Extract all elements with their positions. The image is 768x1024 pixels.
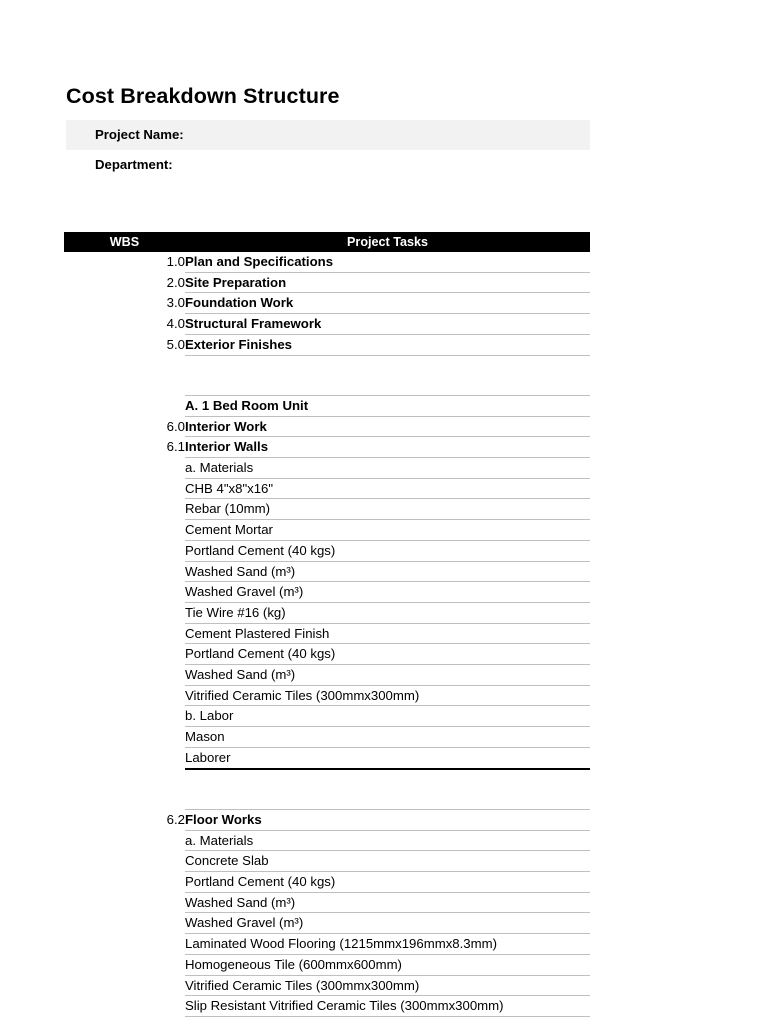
wbs-cell bbox=[64, 355, 185, 375]
table-row bbox=[64, 458, 590, 479]
table-row bbox=[64, 334, 590, 355]
wbs-cell bbox=[64, 747, 185, 768]
wbs-cell: 4.0 bbox=[166, 316, 185, 332]
wbs-cell bbox=[64, 582, 185, 603]
table-row bbox=[64, 395, 590, 416]
project-task-cell: Laborer bbox=[185, 747, 590, 768]
wbs-cell bbox=[64, 665, 185, 686]
project-task-cell: Washed Sand (m³) bbox=[185, 665, 590, 686]
project-task-cell: Portland Cement (40 kgs) bbox=[185, 872, 590, 893]
project-name-value[interactable] bbox=[184, 127, 190, 142]
wbs-cell bbox=[64, 996, 185, 1017]
project-task-cell: a. Materials bbox=[185, 458, 590, 479]
table-row bbox=[64, 540, 590, 561]
column-header-project-tasks: Project Tasks bbox=[185, 232, 590, 252]
wbs-cell bbox=[64, 727, 185, 748]
department-row bbox=[66, 150, 590, 180]
wbs-cell bbox=[64, 851, 185, 872]
project-task-cell: Washed Gravel (m³) bbox=[185, 913, 590, 934]
project-task-cell: Washed Sand (m³) bbox=[185, 561, 590, 582]
table-row bbox=[64, 747, 590, 768]
wbs-cell bbox=[64, 913, 185, 934]
project-task-cell: Concrete Slab bbox=[185, 851, 590, 872]
project-task-cell: Cement Plastered Finish bbox=[185, 623, 590, 644]
project-task-cell: Site Preparation bbox=[185, 272, 590, 293]
table-row bbox=[64, 478, 590, 499]
table-row bbox=[64, 851, 590, 872]
wbs-cell bbox=[64, 769, 185, 790]
project-task-cell: CHB 4"x8"x16" bbox=[185, 478, 590, 499]
project-task-cell: Laminated Wood Flooring (1215mmx196mmx8.3mm) bbox=[185, 934, 590, 955]
table-row bbox=[64, 582, 590, 603]
wbs-cell bbox=[64, 561, 185, 582]
table-row bbox=[64, 499, 590, 520]
table-row bbox=[64, 252, 590, 272]
wbs-cell bbox=[64, 520, 185, 541]
project-task-cell bbox=[185, 789, 590, 809]
project-task-cell bbox=[185, 375, 590, 395]
table-row bbox=[64, 706, 590, 727]
project-task-cell: Rebar (10mm) bbox=[185, 499, 590, 520]
wbs-cell bbox=[64, 602, 185, 623]
wbs-cell: 6.1 bbox=[166, 439, 185, 455]
project-task-cell bbox=[185, 769, 590, 790]
wbs-cell: 2.0 bbox=[166, 274, 185, 290]
wbs-cell bbox=[64, 375, 185, 395]
table-row bbox=[64, 727, 590, 748]
table-row bbox=[64, 789, 590, 809]
department-value[interactable] bbox=[173, 157, 179, 172]
table-row bbox=[64, 561, 590, 582]
wbs-cell bbox=[64, 954, 185, 975]
column-header-wbs: WBS bbox=[64, 232, 185, 252]
table-row bbox=[64, 437, 590, 458]
table-row bbox=[64, 872, 590, 893]
table-row bbox=[64, 996, 590, 1017]
wbs-cell bbox=[64, 830, 185, 851]
table-header bbox=[64, 232, 590, 252]
table-row bbox=[64, 314, 590, 335]
wbs-cell: 5.0 bbox=[166, 336, 185, 352]
page-title: Cost Breakdown Structure bbox=[66, 84, 340, 109]
project-task-cell: Interior Work bbox=[185, 416, 590, 437]
project-info-block bbox=[66, 120, 590, 180]
table-row bbox=[64, 293, 590, 314]
table-row bbox=[64, 975, 590, 996]
table-row bbox=[64, 809, 590, 830]
wbs-cell bbox=[64, 934, 185, 955]
wbs-cell bbox=[64, 644, 185, 665]
project-task-cell: Vitrified Ceramic Tiles (300mmx300mm) bbox=[185, 975, 590, 996]
department-label: Department: bbox=[95, 157, 173, 172]
wbs-cell bbox=[64, 540, 185, 561]
project-task-cell: Cement Mortar bbox=[185, 520, 590, 541]
wbs-cell bbox=[64, 499, 185, 520]
project-task-cell: Washed Gravel (m³) bbox=[185, 582, 590, 603]
project-name-row bbox=[66, 120, 590, 150]
project-task-cell: Exterior Finishes bbox=[185, 334, 590, 355]
project-task-cell: Tie Wire #16 (kg) bbox=[185, 602, 590, 623]
table-row bbox=[64, 623, 590, 644]
project-task-cell: Floor Works bbox=[185, 809, 590, 830]
table-header-row bbox=[64, 232, 590, 252]
table-row bbox=[64, 954, 590, 975]
wbs-cell bbox=[64, 892, 185, 913]
project-task-cell: b. Labor bbox=[185, 706, 590, 727]
project-task-cell: Interior Walls bbox=[185, 437, 590, 458]
project-task-cell: Vitrified Ceramic Tiles (300mmx300mm) bbox=[185, 685, 590, 706]
table-row bbox=[64, 520, 590, 541]
wbs-cell: 1.0 bbox=[166, 254, 185, 270]
table-row bbox=[64, 644, 590, 665]
wbs-cell: 3.0 bbox=[166, 295, 185, 311]
table-body bbox=[64, 252, 590, 1016]
wbs-cell bbox=[64, 872, 185, 893]
project-task-cell: a. Materials bbox=[185, 830, 590, 851]
project-name-label: Project Name: bbox=[95, 127, 184, 142]
table-row bbox=[64, 830, 590, 851]
project-task-cell: Plan and Specifications bbox=[185, 252, 590, 272]
table-row bbox=[64, 934, 590, 955]
table-row bbox=[64, 685, 590, 706]
table-row bbox=[64, 602, 590, 623]
project-task-cell: Homogeneous Tile (600mmx600mm) bbox=[185, 954, 590, 975]
project-task-cell: Washed Sand (m³) bbox=[185, 892, 590, 913]
project-task-cell: Foundation Work bbox=[185, 293, 590, 314]
wbs-cell bbox=[64, 395, 185, 416]
wbs-cell bbox=[64, 623, 185, 644]
table-row bbox=[64, 769, 590, 790]
project-task-cell: Mason bbox=[185, 727, 590, 748]
table-row bbox=[64, 892, 590, 913]
project-task-cell: Structural Framework bbox=[185, 314, 590, 335]
project-task-cell: Portland Cement (40 kgs) bbox=[185, 540, 590, 561]
wbs-cell bbox=[64, 685, 185, 706]
table-row bbox=[64, 355, 590, 375]
wbs-cell: 6.0 bbox=[166, 418, 185, 434]
project-task-cell: Slip Resistant Vitrified Ceramic Tiles (300mmx300mm) bbox=[185, 996, 590, 1017]
table-row bbox=[64, 665, 590, 686]
wbs-cell: 6.2 bbox=[166, 811, 185, 827]
cost-breakdown-table bbox=[64, 232, 590, 1017]
table-row bbox=[64, 375, 590, 395]
wbs-cell bbox=[64, 706, 185, 727]
table-row bbox=[64, 416, 590, 437]
project-task-cell: A. 1 Bed Room Unit bbox=[185, 395, 590, 416]
table-row bbox=[64, 913, 590, 934]
wbs-cell bbox=[64, 975, 185, 996]
wbs-cell bbox=[64, 458, 185, 479]
wbs-cell bbox=[64, 789, 185, 809]
project-task-cell bbox=[185, 355, 590, 375]
project-task-cell: Portland Cement (40 kgs) bbox=[185, 644, 590, 665]
wbs-cell bbox=[64, 478, 185, 499]
table-row bbox=[64, 272, 590, 293]
